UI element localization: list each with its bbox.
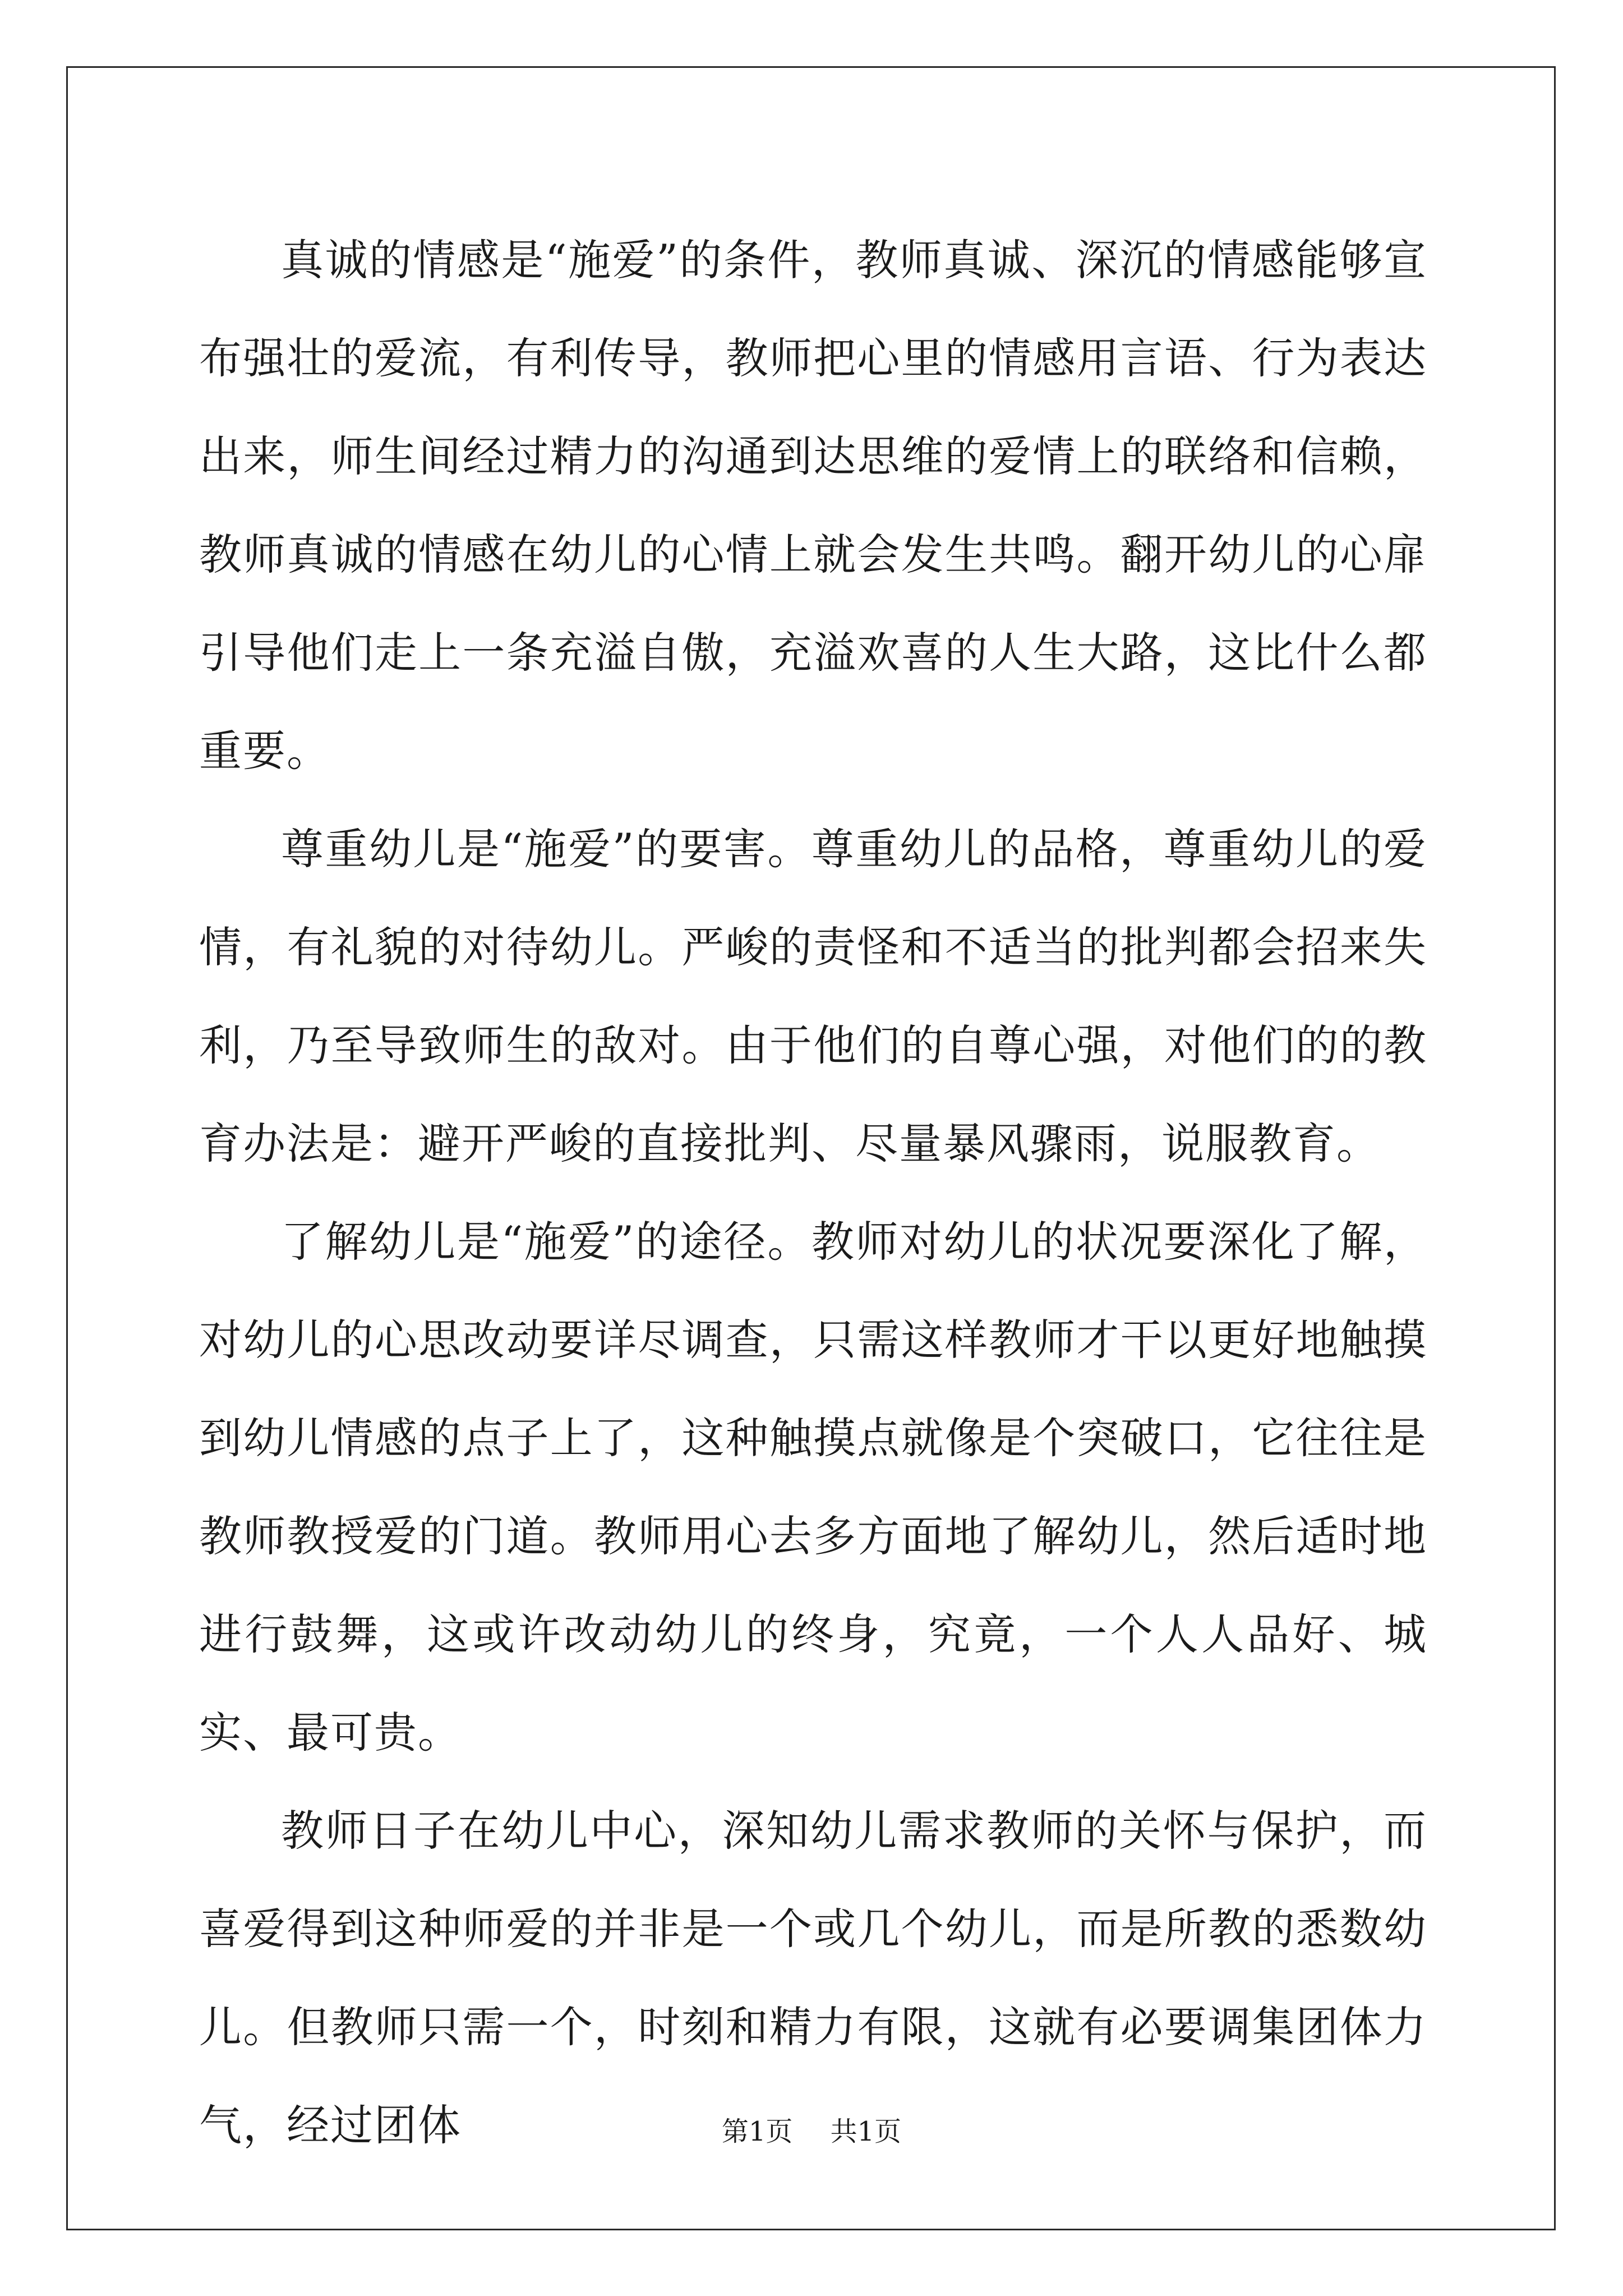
paragraph-4: 教师日子在幼儿中心，深知幼儿需求教师的关怀与保护，而喜爱得到这种师爱的并非是一个或几个幼儿，而是所教的悉数幼儿。但教师只需一个，时刻和精力有限，这就有必要调集团体力气，经过团体 xyxy=(199,1806,1427,2150)
paragraph-2: 尊重幼儿是“施爱”的要害。尊重幼儿的品格，尊重幼儿的爱情，有礼貌的对待幼儿。严峻的责怪和不适当的批判都会招来失利，乃至导致师生的敌对。由于他们的自尊心强，对他们的的教育办法是：避开严峻的直接批判、尽量暴风骤雨，说服教育。 xyxy=(199,824,1427,1168)
paragraph-3: 了解幼儿是“施爱”的途径。教师对幼儿的状况要深化了解，对幼儿的心思改动要详尽调查，只需这样教师才干以更好地触摸到幼儿情感的点子上了，这种触摸点就像是个突破口，它往往是教师教授爱的门道。教师用心去多方面地了解幼儿，然后适时地进行鼓舞，这或许改动幼儿的终身，究竟，一个人人品好、城实、最可贵。 xyxy=(199,1217,1427,1757)
document-body xyxy=(199,211,1427,2174)
page-number-total: 共1页 xyxy=(830,2116,902,2147)
page-footer xyxy=(0,2115,1623,2148)
page-number-current: 第1页 xyxy=(721,2116,793,2147)
paragraph-1: 真诚的情感是“施爱”的条件，教师真诚、深沉的情感能够宣布强壮的爱流，有利传导，教师把心里的情感用言语、行为表达出来，师生间经过精力的沟通到达思维的爱情上的联络和信赖，教师真诚的情感在幼儿的心情上就会发生共鸣。翻开幼儿的心扉引导他们走上一条充溢自傲，充溢欢喜的人生大路，这比什么都重要。 xyxy=(199,235,1427,776)
